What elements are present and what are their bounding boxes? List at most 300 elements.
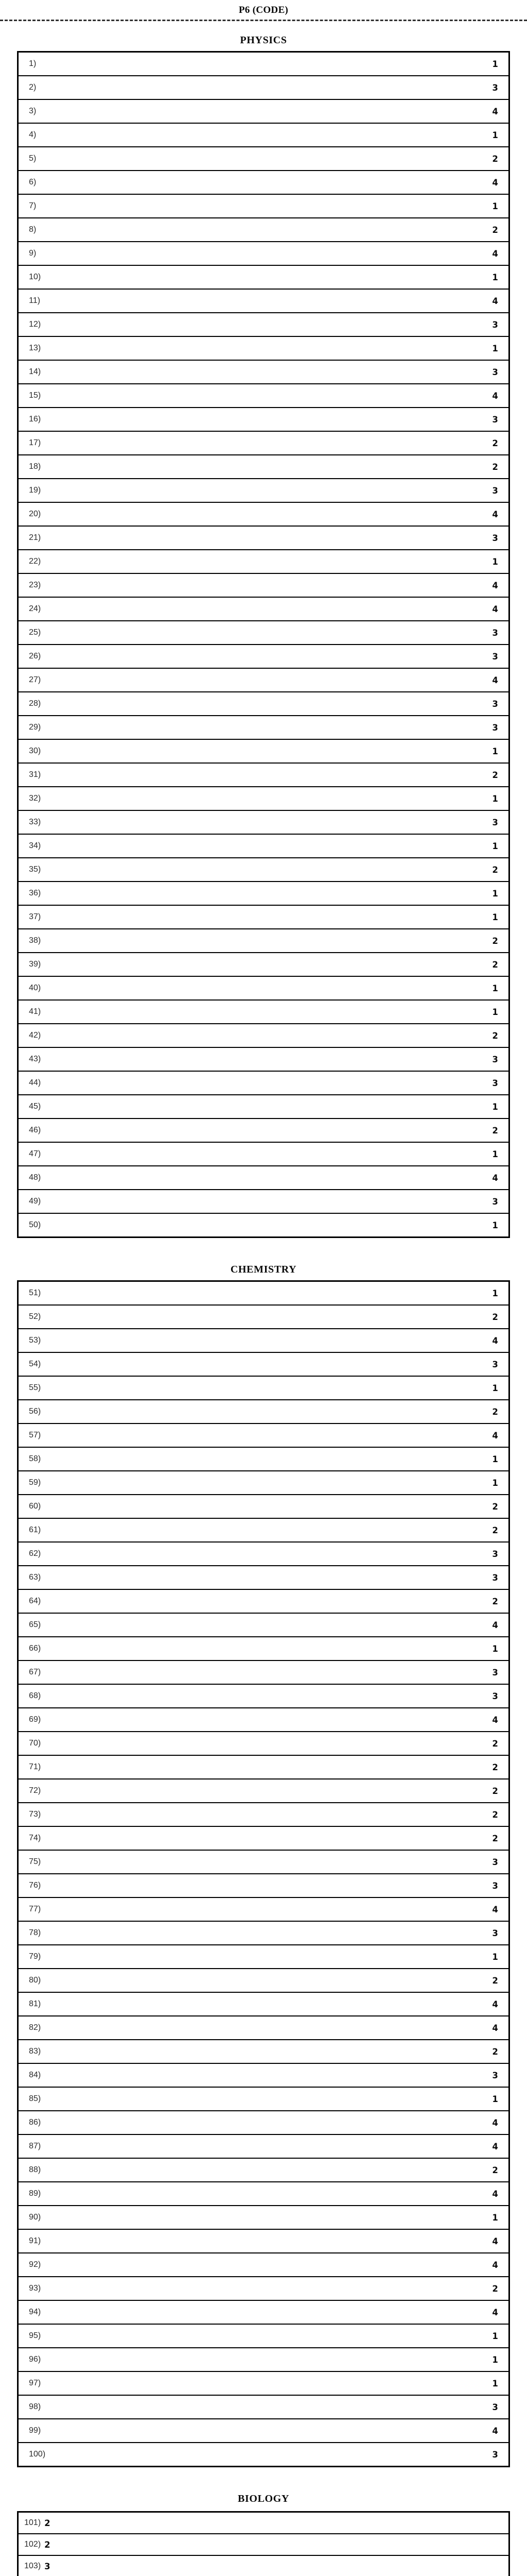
answer-value: 4 [492,2141,498,2151]
question-number: 64) [29,1597,41,1605]
answer-cell [18,2087,509,2111]
question-number: 10) [29,273,41,281]
answer-value: 1 [492,201,498,211]
answer-cell [18,1826,509,1850]
answer-value: 3 [492,533,498,543]
answer-cell [18,1329,509,1352]
answer-cell [18,2134,509,2158]
answer-value: 4 [492,1904,498,1914]
answer-cell [18,99,509,123]
question-number: 66) [29,1644,41,1653]
question-number: 47) [29,1149,41,1158]
question-number: 51) [29,1289,41,1297]
answer-cell [18,1779,509,1803]
answer-value: 3 [492,1078,498,1088]
answer-cell [18,976,509,1000]
answer-value: 1 [492,1478,498,1488]
answer-cell [18,2300,509,2324]
answer-value: 1 [492,1643,498,1654]
answer-cell [18,573,509,597]
answer-value: 1 [492,343,498,353]
answer-value: 1 [492,59,498,69]
question-number: 44) [29,1078,41,1087]
answer-value: 1 [492,746,498,756]
answer-value: 3 [492,1880,498,1891]
question-number: 11) [29,296,40,305]
answer-cell [18,76,509,99]
answer-cell [18,313,509,336]
answer-value: 2 [492,865,498,875]
answer-value: 2 [492,959,498,970]
answer-value: 2 [492,1809,498,1820]
answer-value: 3 [492,1667,498,1677]
answer-value: 1 [492,1383,498,1393]
answer-cell [18,597,509,621]
answer-value: 3 [492,2449,498,2460]
answer-value: 4 [492,1999,498,2009]
question-number: 6) [29,178,37,187]
question-number: 91) [29,2236,41,2245]
question-number: 23) [29,581,41,589]
answer-cell [18,336,509,360]
question-number: 58) [29,1454,41,1463]
answer-value: 2 [492,154,498,164]
answer-cell [18,810,509,834]
answer-value: 1 [492,130,498,140]
answer-cell [18,1992,509,2016]
answer-value: 2 [492,2046,498,2057]
answer-cell [18,716,509,739]
question-number: 9) [29,249,37,258]
answer-value: 1 [492,1454,498,1464]
question-number: 35) [29,865,41,874]
answer-cell [18,1897,509,1921]
answer-value: 4 [492,2307,498,2317]
answer-value: 2 [492,1833,498,1843]
question-number: 84) [29,2071,41,2079]
answer-value: 4 [492,1335,498,1346]
answer-value: 3 [492,414,498,425]
answer-value: 3 [492,1857,498,1867]
question-number: 36) [29,889,41,897]
answer-value: 4 [492,248,498,259]
answer-value: 4 [492,580,498,590]
answer-cell [18,668,509,692]
answer-row [18,1992,509,2229]
answer-cell [18,2324,509,2348]
answer-value: 3 [492,1572,498,1583]
answer-value: 2 [44,2539,51,2550]
question-number: 90) [29,2213,41,2222]
answer-cell [18,2348,509,2371]
question-number: 33) [29,818,41,826]
answer-value: 3 [492,1359,498,1369]
answer-value: 4 [492,1620,498,1630]
question-number: 50) [29,1221,41,1229]
question-number: 7) [29,201,37,210]
answer-cell [18,1755,509,1779]
answer-cell [18,1142,509,1166]
answer-row [18,763,509,1000]
answer-cell [18,2040,509,2063]
question-number: 25) [29,628,41,637]
answer-cell [18,953,509,976]
answer-cell [18,1281,509,1305]
question-number: 95) [29,2331,41,2340]
answer-row [18,2229,509,2467]
biology-answer-table [17,2511,510,2576]
answer-cell [18,2158,509,2182]
answer-cell [18,929,509,953]
answer-cell [18,123,509,147]
question-number: 2) [29,83,37,92]
answer-value: 4 [492,177,498,188]
question-number: 60) [29,1502,41,1511]
question-number: 22) [29,557,41,566]
question-number: 49) [29,1197,41,1206]
answer-cell [18,1024,509,1047]
answer-value: 4 [492,675,498,685]
question-number: 96) [29,2355,41,2364]
question-number: 82) [29,2023,41,2032]
question-number: 31) [29,770,41,779]
answer-cell [18,171,509,194]
question-number: 41) [29,1007,41,1016]
question-number: 30) [29,747,41,755]
question-number: 98) [29,2402,41,2411]
question-number: 45) [29,1102,41,1111]
answer-value: 4 [492,106,498,116]
question-number: 83) [29,2047,41,2056]
question-number: 53) [29,1336,41,1345]
answer-cell [18,384,509,408]
answer-cell [18,1660,509,1684]
answer-row [18,52,509,289]
question-number: 12) [29,320,41,329]
answer-cell [18,2182,509,2206]
question-number: 48) [29,1173,41,1182]
answer-value: 4 [492,2260,498,2270]
question-number: 19) [29,486,41,495]
answer-value: 2 [492,1975,498,1986]
answer-value: 3 [492,699,498,709]
answer-cell [18,1708,509,1732]
answer-value: 3 [492,367,498,377]
answer-cell [18,2419,509,2443]
answer-row [18,289,509,526]
answer-cell [18,2016,509,2040]
answer-value: 1 [492,1220,498,1230]
answer-cell [18,2111,509,2134]
answer-cell [18,2277,509,2300]
question-number: 101) [24,2518,41,2527]
answer-cell [18,2253,509,2277]
physics-answer-table [17,51,510,1238]
question-number: 54) [29,1360,41,1368]
answer-row [18,2512,509,2576]
question-number: 28) [29,699,41,708]
answer-value: 2 [492,1501,498,1512]
answer-cell [18,882,509,905]
answer-cell [18,1518,509,1542]
answer-cell [18,289,509,313]
question-number: 4) [29,130,37,139]
section-title-physics: PHYSICS [240,35,287,46]
question-number: 88) [29,2165,41,2174]
question-number: 20) [29,510,41,518]
answer-cell [18,2063,509,2087]
question-number: 17) [29,438,41,447]
answer-value: 1 [492,1007,498,1017]
question-number: 32) [29,794,41,803]
question-number: 86) [29,2118,41,2127]
answer-cell [18,1566,509,1589]
answer-cell [18,739,509,763]
answer-row [18,1281,509,1518]
answer-cell [18,194,509,218]
question-number: 16) [29,415,41,423]
question-number: 34) [29,841,41,850]
answer-value: 1 [492,1101,498,1112]
answer-value: 2 [492,1786,498,1796]
answer-cell [18,2395,509,2419]
question-number: 97) [29,2379,41,2387]
question-number: 78) [29,1928,41,1937]
answer-value: 1 [492,2212,498,2223]
question-number: 102) [24,2540,41,2549]
answer-cell [18,218,509,242]
answer-value: 1 [492,888,498,899]
question-number: 3) [29,107,37,115]
answer-cell [18,1495,509,1518]
answer-value: 2 [492,1312,498,1322]
answer-cell [18,1447,509,1471]
answer-value: 3 [492,1054,498,1064]
answer-cell [18,408,509,431]
answer-cell [18,1921,509,1945]
answer-value: 3 [492,1196,498,1207]
question-number: 39) [29,960,41,969]
answer-row [18,1518,509,1755]
answer-value: 1 [492,912,498,922]
answer-cell [18,1190,509,1213]
answer-cell [18,1423,509,1447]
question-number: 87) [29,2142,41,2150]
question-number: 69) [29,1715,41,1724]
question-number: 76) [29,1881,41,1890]
answer-value: 1 [492,983,498,993]
answer-value: 3 [492,1928,498,1938]
question-number: 13) [29,344,41,352]
answer-cell [18,526,509,550]
answer-value: 2 [492,1525,498,1535]
answer-value: 2 [492,1030,498,1041]
answer-cell [18,2206,509,2229]
answer-value: 2 [44,2518,51,2528]
answer-value: 1 [492,793,498,804]
question-number: 59) [29,1478,41,1487]
answer-cell [18,1589,509,1613]
question-number: 55) [29,1383,41,1392]
answer-value: 1 [492,2354,498,2365]
question-number: 81) [29,1999,41,2008]
answer-value: 1 [492,841,498,851]
answer-value: 4 [492,509,498,519]
question-number: 89) [29,2189,41,2198]
question-number: 14) [29,367,41,376]
answer-value: 1 [492,2331,498,2341]
question-number: 80) [29,1976,41,1985]
answer-cell [18,645,509,668]
answer-value: 2 [492,2283,498,2294]
answer-value: 3 [492,319,498,330]
answer-cell [18,242,509,265]
question-number: 77) [29,1905,41,1913]
answer-cell [18,834,509,858]
answer-value: 2 [492,2165,498,2175]
answer-cell [18,479,509,502]
answer-cell [18,1850,509,1874]
answer-value: 4 [492,2023,498,2033]
answer-value: 3 [492,722,498,733]
answer-cell [18,1637,509,1660]
question-number: 52) [29,1312,41,1321]
answer-cell [18,1542,509,1566]
question-number: 24) [29,604,41,613]
answer-value: 2 [492,1596,498,1606]
answer-cell [18,621,509,645]
answer-row [18,1755,509,1992]
answer-cell [18,1047,509,1071]
answer-value: 4 [492,391,498,401]
answer-value: 1 [492,556,498,567]
answer-value: 2 [492,225,498,235]
answer-cell [18,52,509,76]
question-number: 26) [29,652,41,660]
answer-value: 3 [492,2402,498,2412]
question-number: 40) [29,984,41,992]
answer-cell [18,265,509,289]
answer-cell [18,1969,509,1992]
answer-cell [18,2371,509,2395]
question-number: 75) [29,1857,41,1866]
answer-value: 4 [492,296,498,306]
answer-cell [18,1471,509,1495]
question-number: 18) [29,462,41,471]
question-number: 21) [29,533,41,542]
answer-cell [18,692,509,716]
answer-cell [18,1000,509,1024]
answer-row [18,1000,509,1238]
answer-value: 3 [492,628,498,638]
question-number: 65) [29,1620,41,1629]
answer-value: 2 [492,1125,498,1136]
answer-cell [18,787,509,810]
answer-value: 4 [492,2189,498,2199]
answer-value: 1 [492,2378,498,2388]
answer-value: 2 [492,770,498,780]
answer-value: 4 [492,2236,498,2246]
answer-value: 1 [492,2094,498,2104]
question-number: 72) [29,1786,41,1795]
question-number: 62) [29,1549,41,1558]
question-number: 1) [29,59,37,68]
question-number: 43) [29,1055,41,1063]
question-number: 63) [29,1573,41,1582]
answer-cell [18,1613,509,1637]
answer-cell [18,550,509,573]
answer-value: 4 [492,1173,498,1183]
answer-value: 1 [492,272,498,282]
answer-cell [18,1400,509,1423]
answer-value: 4 [492,604,498,614]
question-number: 71) [29,1762,41,1771]
question-number: 5) [29,154,37,163]
answer-cell [18,1118,509,1142]
question-number: 37) [29,912,41,921]
answer-value: 3 [492,651,498,662]
question-number: 57) [29,1431,41,1439]
section-title-chemistry: CHEMISTRY [230,1264,297,1275]
answer-cell [18,2443,509,2466]
question-number: 29) [29,723,41,732]
question-number: 74) [29,1834,41,1842]
dashed-divider [0,20,527,21]
answer-cell [18,1874,509,1897]
answer-cell [18,763,509,787]
answer-value: 3 [492,2070,498,2080]
answer-value: 3 [492,1691,498,1701]
answer-value: 4 [492,1430,498,1440]
answer-cell [18,502,509,526]
answer-value: 2 [492,1762,498,1772]
answer-value: 3 [492,817,498,827]
answer-cell [18,147,509,171]
question-number: 67) [29,1668,41,1676]
question-number: 27) [29,675,41,684]
answer-cell [18,1376,509,1400]
answer-value: 3 [492,82,498,93]
section-title-biology: BIOLOGY [238,2493,289,2504]
answer-row [18,526,509,763]
answer-cell [18,455,509,479]
answer-value: 2 [492,462,498,472]
question-number: 93) [29,2284,41,2293]
question-number: 70) [29,1739,41,1748]
answer-value: 3 [492,485,498,496]
question-number: 46) [29,1126,41,1134]
answer-cell [18,2534,509,2555]
answer-cell [18,2229,509,2253]
question-number: 94) [29,2308,41,2316]
question-number: 15) [29,391,41,400]
answer-value: 4 [492,2426,498,2436]
answer-value: 2 [492,1738,498,1749]
answer-cell [18,1305,509,1329]
answer-value: 3 [44,2561,51,2571]
page-title: P6 (CODE) [238,5,289,15]
question-number: 92) [29,2260,41,2269]
answer-cell [18,1684,509,1708]
answer-value: 4 [492,2117,498,2128]
question-number: 56) [29,1407,41,1416]
answer-cell [18,1732,509,1755]
answer-cell [18,858,509,882]
question-number: 8) [29,225,37,234]
question-number: 85) [29,2094,41,2103]
answer-cell [18,1803,509,1826]
question-number: 42) [29,1031,41,1040]
